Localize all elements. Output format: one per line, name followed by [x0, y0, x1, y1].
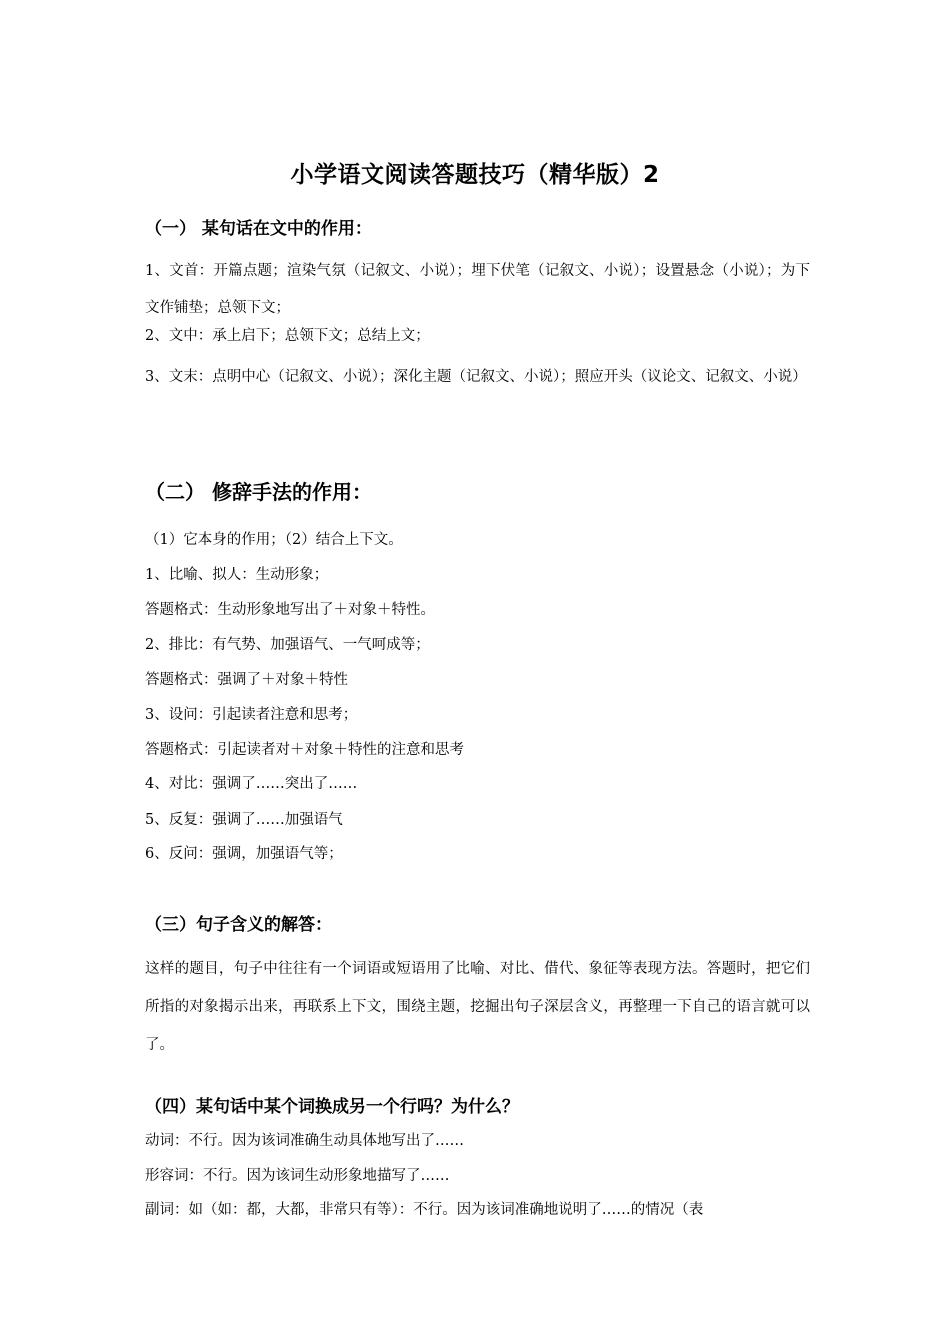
section-1-line-3: 3、文末：点明中心（记叙文、小说）；深化主题（记叙文、小说）；照应开头（议论文、记叙文、小说）	[145, 369, 807, 385]
section-2-heading: （二） 修辞手法的作用：	[145, 480, 372, 504]
section-2-line-7: 4、对比：强调了……突出了……	[145, 776, 358, 792]
section-4-line-1: 动词：不行。因为该词准确生动具体地写出了……	[145, 1133, 464, 1149]
section-2-line-3: 2、排比：有气势、加强语气、一气呵成等；	[145, 637, 430, 653]
section-1-heading: （一） 某句话在文中的作用：	[145, 219, 372, 239]
section-2-line-0: （1）它本身的作用；（2）结合上下文。	[145, 532, 403, 548]
section-2-line-8: 5、反复：强调了……加强语气	[145, 812, 343, 828]
section-4-line-3: 副词：如（如：都，大都，非常只有等）：不行。因为该词准确地说明了……的情况（表	[145, 1202, 704, 1218]
section-2-line-1: 1、比喻、拟人：生动形象；	[145, 567, 329, 583]
section-4-line-2: 形容词：不行。因为该词生动形象地描写了……	[145, 1168, 450, 1184]
section-3-heading: （三）句子含义的解答：	[145, 915, 332, 935]
section-4-heading: （四）某句话中某个词换成另一个行吗？为什么？	[145, 1097, 519, 1117]
section-2-line-9: 6、反问：强调，加强语气等；	[145, 846, 343, 862]
document-title: 小学语文阅读答题技巧（精华版）2	[290, 162, 660, 188]
section-1-line-1: 1、文首：开篇点题；渲染气氛（记叙文、小说）；埋下伏笔（记叙文、小说）；设置悬念（小说）；为下文作铺垫；总领下文；	[145, 263, 810, 316]
section-2-line-2: 答题格式：生动形象地写出了＋对象＋特性。	[145, 602, 435, 618]
section-2-line-6: 答题格式：引起读者对＋对象＋特性的注意和思考	[145, 742, 464, 758]
section-1-line-2: 2、文中：承上启下；总领下文；总结上文；	[145, 328, 430, 344]
section-3-paragraph: 这样的题目，句子中往往有一个词语或短语用了比喻、对比、借代、象征等表现方法。答题时，把它们所指的对象揭示出来，再联系上下文，围绕主题，挖掘出句子深层含义，再整理一下自己的语言就可以了。	[145, 961, 810, 1053]
section-2-line-4: 答题格式：强调了＋对象＋特性	[145, 672, 348, 688]
section-2-line-5: 3、设问：引起读者注意和思考；	[145, 707, 358, 723]
